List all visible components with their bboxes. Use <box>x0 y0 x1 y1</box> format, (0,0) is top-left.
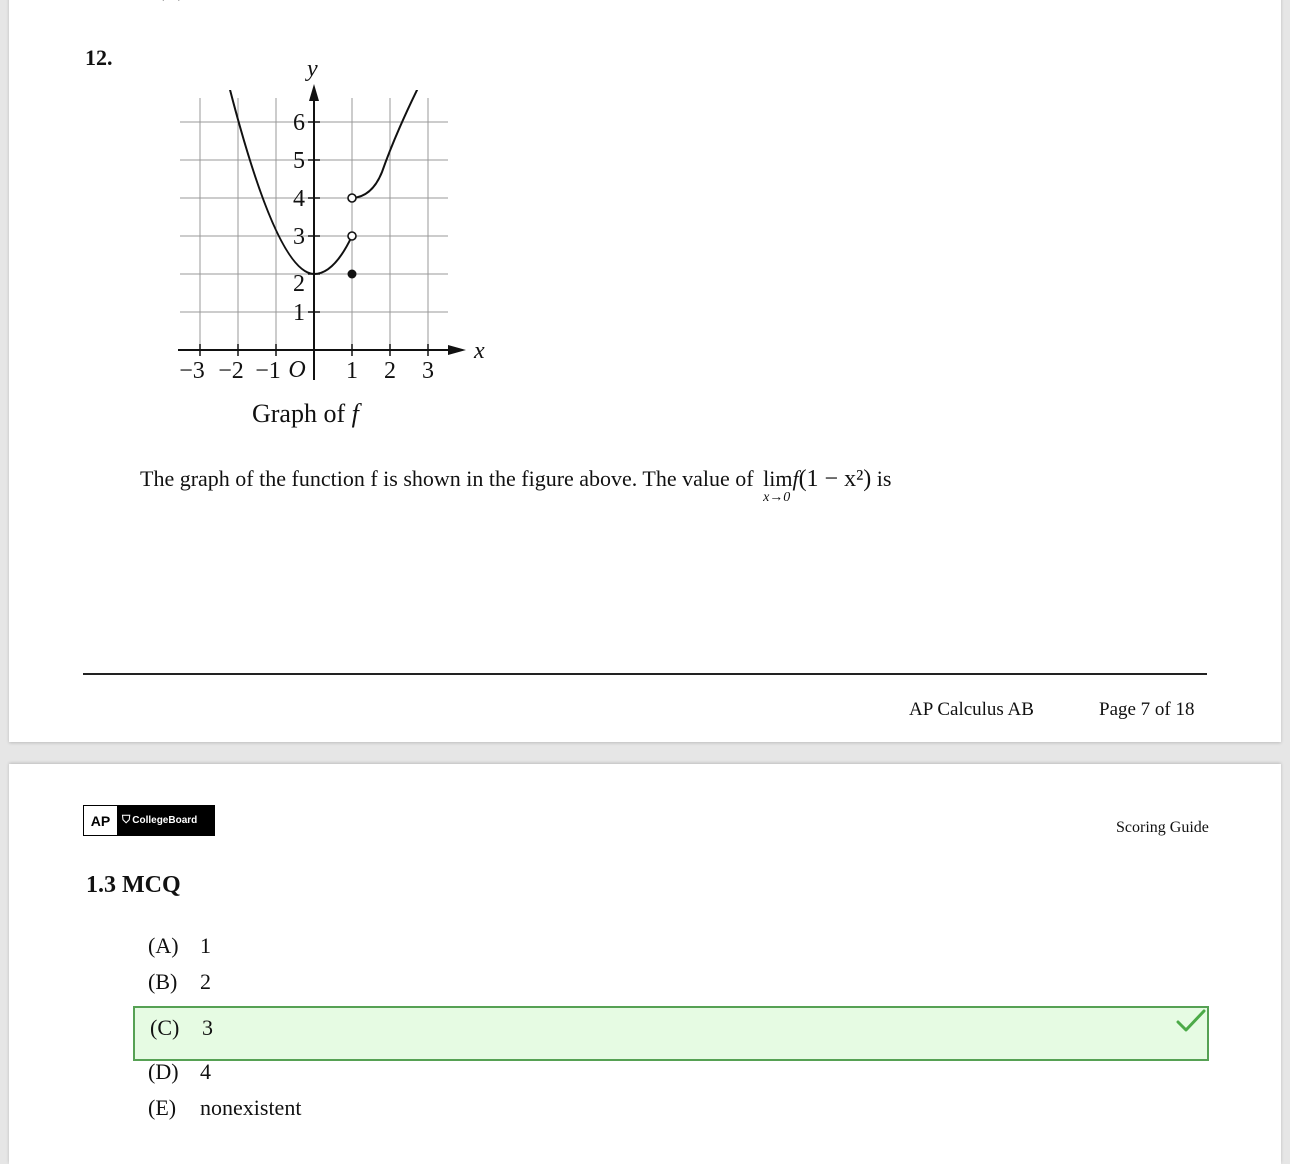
ap-logo: AP <box>84 806 117 835</box>
x-tick-label: −2 <box>218 358 244 384</box>
y-tick-label: 1 <box>293 300 305 326</box>
choice-text: 3 <box>202 1015 213 1040</box>
ap-collegeboard-logo <box>83 805 215 836</box>
y-tick-label: 4 <box>293 186 305 212</box>
x-tick-label: −1 <box>255 358 281 384</box>
choice-letter: (A) <box>148 933 179 958</box>
limit-operator: lim x→0 <box>763 466 793 505</box>
footer-course: AP Calculus AB <box>909 699 1034 720</box>
axes <box>178 98 452 380</box>
right-branch <box>352 88 418 198</box>
collegeboard-logo: ⛉ CollegeBoard <box>122 814 198 826</box>
choice-text: nonexistent <box>200 1095 302 1120</box>
check-icon <box>1176 1008 1206 1034</box>
left-branch <box>228 80 353 274</box>
section-title: 1.3 MCQ <box>86 872 181 898</box>
y-tick-label: 3 <box>293 224 305 250</box>
question-number: 12. <box>85 45 113 70</box>
previous-choice-cutoff <box>157 0 294 2</box>
choice-letter: (B) <box>148 969 178 994</box>
y-axis-arrow-icon <box>309 84 319 101</box>
choice-e[interactable] <box>148 1095 301 1121</box>
y-tick-label: 6 <box>293 110 305 136</box>
limit-subscript: x→0 <box>763 490 791 505</box>
choice-letter: (D) <box>148 1059 179 1084</box>
y-axis-label: y <box>307 56 318 82</box>
graph-caption: Graph of f <box>252 399 359 428</box>
limit-argument: (1 − x²) <box>798 466 872 492</box>
choice-text: 2 <box>200 969 211 994</box>
x-tick-label: −3 <box>179 358 205 384</box>
footer-page-number: Page 7 of 18 <box>1099 699 1195 720</box>
scoring-guide-label: Scoring Guide <box>1116 819 1209 836</box>
closed-point-1-2 <box>348 270 357 279</box>
acorn-icon: ⛉ <box>122 814 131 826</box>
stem-text: The graph of the function f is shown in the figure above. The value of <box>140 466 754 491</box>
origin-label: O <box>288 357 306 383</box>
stem-suffix: is <box>876 466 892 491</box>
x-tick-label: 3 <box>422 358 434 384</box>
y-tick-label: 5 <box>293 148 305 174</box>
choice-d[interactable] <box>148 1059 211 1085</box>
question-stem <box>140 466 892 505</box>
choice-a[interactable] <box>148 933 211 959</box>
curve <box>228 80 419 274</box>
choice-b[interactable] <box>148 969 211 995</box>
footer-divider <box>83 673 1207 675</box>
open-point-1-4 <box>348 194 356 202</box>
choice-letter: (C) <box>150 1015 180 1040</box>
correct-answer-highlight <box>133 1006 1209 1061</box>
x-tick-label: 1 <box>346 358 358 384</box>
choice-text: 4 <box>200 1059 211 1084</box>
x-axis-arrow-icon <box>448 345 466 355</box>
choice-letter: (E) <box>148 1095 177 1120</box>
y-tick-label: 2 <box>293 271 305 297</box>
choice-text: 1 <box>200 933 211 958</box>
x-tick-label: 2 <box>384 358 396 384</box>
graph-of-f <box>170 50 500 440</box>
x-axis-label: x <box>474 338 485 364</box>
open-point-1-3 <box>348 232 356 240</box>
choice-c-correct[interactable] <box>150 1015 213 1041</box>
function-name: f <box>792 466 799 491</box>
